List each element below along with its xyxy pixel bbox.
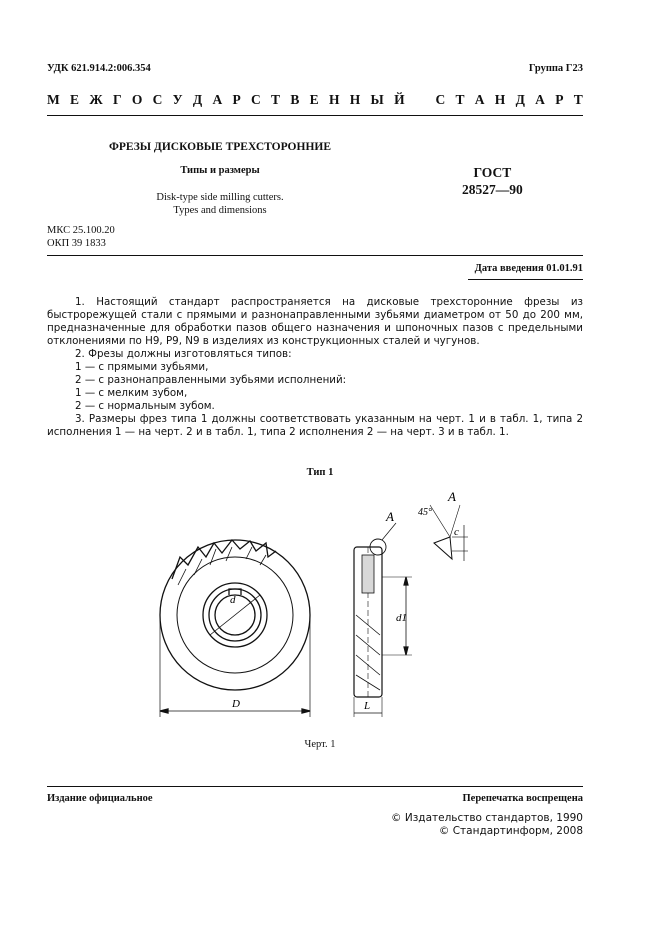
banner-letter: Г xyxy=(112,92,122,107)
banner-letter: А xyxy=(212,92,223,107)
angle-label: 45° xyxy=(418,507,432,518)
header-rule xyxy=(47,115,583,116)
banner-letter: О xyxy=(131,92,143,107)
figure-caption: Черт. 1 xyxy=(304,739,336,750)
banner-letter: У xyxy=(172,92,183,107)
footer-rule xyxy=(47,786,583,787)
introduction-date-label: Дата введения xyxy=(474,263,544,274)
standard-banner xyxy=(47,92,583,108)
paragraph-1: 1. Настоящий стандарт распространяется на дисковые трехсторонние фрезы из быстрорежущей стали с прямыми и разнонаправленными зубьями диаметром от 50 до 200 мм, предназначенные для обработки пазов общего назначения и шпоночных пазов с предельными отклонениями по Н9, Р9, N9 в изделиях из конструкционных сталей и чугунов. xyxy=(47,296,583,347)
official-edition: Издание официальное xyxy=(47,793,153,804)
introduction-date-value: 01.01.91 xyxy=(546,263,583,274)
variant-1-item: 1 — с мелким зубом, xyxy=(75,387,188,399)
detail-a-label: A xyxy=(448,489,456,504)
okp-code: ОКП 39 1833 xyxy=(47,238,106,249)
english-title-line2: Types and dimensions xyxy=(173,205,267,216)
banner-letter: Ж xyxy=(89,92,103,107)
banner-letter: В xyxy=(290,92,300,107)
chamfer-c-label: c xyxy=(454,526,459,538)
paragraph-3: 3. Размеры фрез типа 1 должны соответствовать указанным на черт. 1 и в табл. 1, типа 2 исполнения 1 — на черт. 2 и в табл. 1, типа 2 исполнения 2 — на черт. 3 и в табл. 1. xyxy=(47,413,583,438)
D-label: D xyxy=(232,698,240,710)
variant-2-item: 2 — с нормальным зубом. xyxy=(75,400,215,412)
d-label: d xyxy=(230,594,236,606)
banner-letter: Н xyxy=(349,92,361,107)
banner-letter: М xyxy=(47,92,60,107)
body-text xyxy=(47,296,583,439)
gost-number: 28527—90 xyxy=(462,182,523,197)
introduction-date xyxy=(475,263,583,274)
english-title-line1: Disk-type side milling cutters. xyxy=(156,192,284,203)
banner-letter: А xyxy=(535,92,545,107)
banner-letter: Н xyxy=(328,92,340,107)
udk-code: УДК 621.914.2:006.354 xyxy=(47,63,151,74)
figure-title: Тип 1 xyxy=(306,467,334,478)
type-2-item: 2 — с разнонаправленными зубьями исполнений: xyxy=(75,374,347,386)
banner-letter: Е xyxy=(70,92,80,107)
classification-codes xyxy=(47,224,115,250)
banner-letter: Д xyxy=(192,92,203,107)
banner-letter: Н xyxy=(494,92,506,107)
document-title: ФРЕЗЫ ДИСКОВЫЕ ТРЕХСТОРОННИЕ xyxy=(108,141,332,153)
cutter-side-view xyxy=(354,505,468,717)
banner-letter: Е xyxy=(309,92,319,107)
copyright xyxy=(391,812,583,838)
type-1-item: 1 — с прямыми зубьями, xyxy=(75,361,209,373)
date-rule xyxy=(468,279,583,280)
document-subtitle: Типы и размеры xyxy=(180,165,260,176)
view-a-marker: A xyxy=(386,509,394,524)
reprint-notice: Перепечатка воспрещена xyxy=(462,793,583,804)
banner-letter: Д xyxy=(515,92,525,107)
gost-designation xyxy=(462,164,523,198)
english-title xyxy=(100,191,340,217)
cutter-drawing xyxy=(150,485,480,725)
group-code: Группа Г23 xyxy=(528,63,583,74)
banner-letter: С xyxy=(251,92,261,107)
banner-letter: С xyxy=(152,92,163,107)
banner-letter: Т xyxy=(573,92,583,107)
copyright-2008: © Стандартинформ, 2008 xyxy=(438,825,583,837)
banner-letter: С xyxy=(435,92,446,107)
banner-letter: Ы xyxy=(370,92,384,107)
codes-rule xyxy=(47,255,583,256)
banner-letter: Р xyxy=(232,92,241,107)
gost-label: ГОСТ xyxy=(473,165,512,180)
paragraph-2: 2. Фрезы должны изготовляться типов: xyxy=(75,348,292,360)
d1-label: d1 xyxy=(396,612,407,624)
copyright-1990: © Издательство стандартов, 1990 xyxy=(391,812,583,824)
L-label: L xyxy=(364,700,371,712)
mks-code: МКС 25.100.20 xyxy=(47,225,115,236)
banner-letter: Т xyxy=(271,92,281,107)
banner-letter: Р xyxy=(555,92,564,107)
cutter-front-view xyxy=(160,540,310,717)
banner-letter: А xyxy=(474,92,485,107)
banner-letter: Т xyxy=(455,92,465,107)
banner-letter: Й xyxy=(394,92,405,107)
